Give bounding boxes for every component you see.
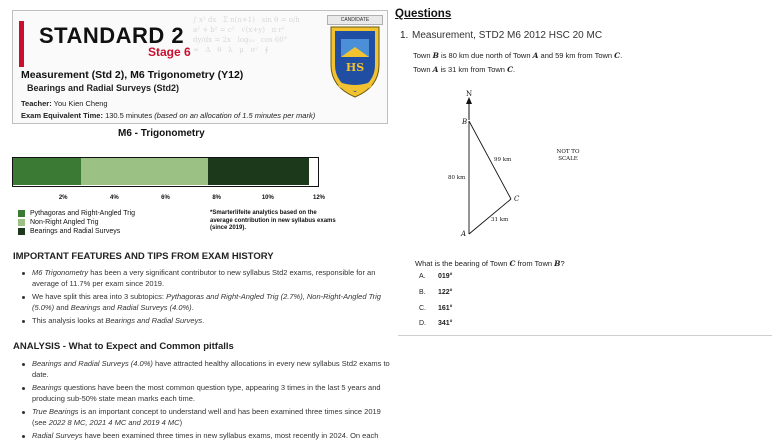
x-tick-label: 2%: [58, 195, 68, 201]
x-tick-label: 10%: [261, 195, 274, 201]
answer-option-a[interactable]: A. 019°: [419, 273, 453, 280]
legend-swatch: [18, 210, 25, 217]
bar-segment-bearings: [208, 158, 309, 185]
list-item: We have split this area into 3 subtopics: Pythagoras and Right-Angled Trig (2.7%), Non-Right-Angled Trig (5.0%) and Bearings and Radial Surveys (4.0%).: [20, 292, 390, 313]
answer-option-d[interactable]: D. 341°: [419, 320, 453, 327]
bearing-diagram: [445, 90, 615, 240]
crest-shield-icon: [327, 25, 383, 99]
question-prompt: What is the bearing of Town C from Town B?: [415, 259, 565, 268]
point-a-label: A: [461, 230, 467, 238]
analysis-list: [20, 359, 390, 441]
crest-banner: CANDIDATE: [327, 15, 383, 25]
bar-segment-pythagoras: [13, 158, 81, 185]
questions-heading: Questions: [395, 8, 452, 20]
list-item: Radial Surveys have been examined three times in new syllabus exams, most recently in 2024. On each: [20, 431, 390, 441]
topic-title: Measurement (Std 2), M6 Trigonometry (Y12): [21, 69, 244, 81]
north-arrow-icon: [466, 97, 472, 104]
x-tick-label: 8%: [212, 195, 221, 201]
question-line-2: Town A is 31 km from Town C.: [413, 65, 516, 74]
header-card: [12, 10, 388, 124]
stage-label: Stage 6: [148, 45, 191, 59]
list-item: M6 Trigonometry has been a very significant contributor to new syllabus Std2 exams, responsible for an average of 11.7% per exam since 2019.: [20, 268, 390, 289]
list-item: True Bearings is an important concept to understand well and has been examined three times since 2019 (see 2022 8 MC, 2021 4 MC and 2019 4 MC): [20, 407, 390, 428]
x-tick-label: 6%: [161, 195, 170, 201]
list-item: This analysis looks at Bearings and Radial Surveys.: [20, 316, 390, 327]
scale-note: SCALE: [558, 156, 578, 162]
scale-note: NOT TO: [556, 149, 580, 155]
x-tick-label: 4%: [109, 195, 119, 201]
subtopic-title: Bearings and Radial Surveys (Std2): [27, 83, 180, 93]
stacked-bar: [12, 157, 319, 187]
answer-option-c[interactable]: C. 161°: [419, 305, 453, 312]
legend-item: Non-Right Angled Trig: [18, 218, 135, 227]
question-line-1: Town B is 80 km due north of Town A and 59 km from Town C.: [413, 51, 623, 60]
course-title: STANDARD 2: [39, 23, 185, 48]
svg-text:HS: HS: [345, 61, 365, 74]
exam-time-line: Exam Equivalent Time: 130.5 minutes (based on an allocation of 1.5 minutes per mark): [21, 111, 316, 120]
accent-bar: [19, 21, 24, 67]
question-source: Measurement, STD2 M6 2012 HSC 20 MC: [412, 30, 603, 41]
legend-swatch: [18, 219, 25, 226]
analysis-heading: ANALYSIS - What to Expect and Common pitfalls: [13, 341, 234, 352]
legend-item: Bearings and Radial Surveys: [18, 227, 135, 236]
question-divider: [398, 335, 772, 336]
length-ac-label: 31 km: [491, 217, 509, 223]
features-heading: IMPORTANT FEATURES AND TIPS FROM EXAM HISTORY: [13, 251, 274, 262]
chart-legend: [18, 209, 135, 236]
question-number: 1.: [400, 30, 409, 41]
length-ab-label: 80 km: [448, 175, 466, 181]
length-bc-label: 99 km: [494, 157, 512, 163]
list-item: Bearings questions have been the most common question type, appearing 3 times in the last 5 years and producing sub-50% state mean marks each time.: [20, 383, 390, 404]
chart-footnote: *Smarterlifeite analytics based on the average contribution in new syllabus exams (since 2019).: [210, 210, 336, 231]
point-b-label: B: [462, 118, 468, 126]
legend-swatch: [18, 228, 25, 235]
answer-option-b[interactable]: B. 122°: [419, 289, 453, 296]
features-list: [20, 268, 390, 330]
x-axis-ticks: [12, 195, 332, 205]
point-c-label: C: [514, 195, 520, 203]
school-crest: [327, 15, 383, 99]
bar-segment-non-right-angled: [81, 158, 208, 185]
x-tick-label: 12%: [312, 195, 326, 201]
teacher-line: Teacher: You Kien Cheng: [21, 99, 108, 108]
list-item: Bearings and Radial Surveys (4.0%) have attracted healthy allocations in every new syllabus Std2 exams to date.: [20, 359, 390, 380]
north-label: N: [465, 90, 473, 98]
legend-item: Pythagoras and Right-Angled Trig: [18, 209, 135, 218]
chart-title: M6 - Trigonometry: [118, 128, 205, 139]
formula-background: ∫ x² dx Σ n(n+1) sin θ = o/h a² + b² = c² √(x+y) π r² dy/dx = 2x log₁₀ cos 60° ∞ Δ θ λ μ σ² ∮: [193, 16, 300, 54]
